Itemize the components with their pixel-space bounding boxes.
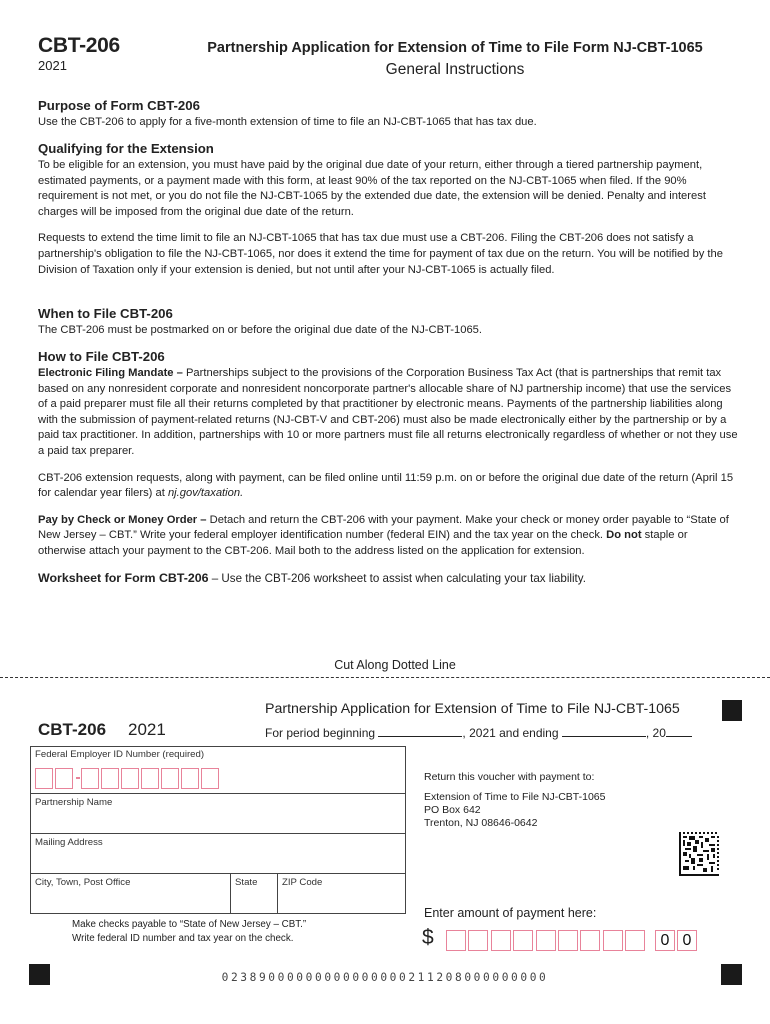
dollar-sign: $	[422, 926, 434, 949]
voucher-title: Partnership Application for Extension of Time to File NJ-CBT-1065	[265, 701, 680, 717]
cut-label: Cut Along Dotted Line	[334, 658, 456, 672]
name-input[interactable]	[31, 794, 405, 834]
period-year-field[interactable]	[666, 727, 692, 737]
ein-digit-box[interactable]	[55, 768, 73, 789]
return-line-2: PO Box 642	[424, 804, 481, 816]
period-begin-field[interactable]	[378, 727, 462, 737]
amount-digit-box[interactable]	[446, 930, 466, 951]
online-text: CBT-206 extension requests, along with payment, can be filed online until 11:59 p.m. on or before the original due date of the return (April 15 for calendar year filers) at	[38, 471, 734, 500]
section-how	[38, 349, 738, 586]
check-text: Detach and return the CBT-206 with your payment. Make your check or money order payable to “State of New Jersey – CBT.” Write your federal employer identification number (federal EIN) and the tax year on the check.	[38, 513, 729, 542]
section-heading: Qualifying for the Extension	[38, 141, 214, 156]
section-heading: Purpose of Form CBT-206	[38, 98, 200, 113]
amount-digit-box[interactable]	[625, 930, 645, 951]
section-text: To be eligible for an extension, you must have paid by the original due date of your return, either through a tiered partnership payment, estimated payments, or a payment made with this form, at least 90% of the tax reported on the NJ-CBT-1065 when filed. If the 90% requirement is not met, or you do not file the NJ-CBT-1065 by the extended due date, the extension will be denied. Penalty and interest charges will be imposed from the original due date of the return.	[38, 159, 706, 218]
check-paragraph	[38, 513, 738, 560]
amount-digit-box[interactable]	[603, 930, 623, 951]
online-link[interactable]: nj.gov/taxation.	[167, 487, 244, 500]
check-donot: Do not	[606, 529, 642, 542]
check-lead: Pay by Check or Money Order –	[38, 513, 207, 526]
return-line-1: Extension of Time to File NJ-CBT-1065	[424, 791, 606, 803]
cents-digit: 0	[677, 930, 697, 951]
worksheet-lead: Worksheet for Form CBT-206	[38, 570, 209, 585]
checks-note-line-2: Write federal ID number and tax year on the check.	[72, 933, 294, 944]
form-year: 2021	[38, 58, 67, 73]
payment-label: Enter amount of payment here:	[424, 906, 597, 920]
registration-mark	[722, 700, 742, 721]
efile-text: Partnerships subject to the provisions of the Corporation Business Tax Act (that is partnerships that remit tax based on any nonresident corporate and nonresident noncorporate partner's allocable share of NJ partnership income) that use the services of a paid preparer must file all their returns completed by that practitioner by electronic means. Payments of the partnership liabilities along with the submission of payment-related returns (NJ-CBT-V and CBT-206) must also be made electronically either by the partnership or by a paid tax practitioner. In addition, partnerships with 10 or more partners must file all returns electronically regardless of whether or not they use a paid tax preparer.	[38, 367, 738, 457]
city-label: City, Town, Post Office	[35, 877, 131, 888]
state-box[interactable]	[231, 874, 278, 913]
ein-digit-box[interactable]	[81, 768, 99, 789]
ein-digit-box[interactable]	[181, 768, 199, 789]
period-mid: , 2021 and ending	[462, 726, 559, 740]
worksheet-paragraph	[38, 571, 738, 587]
ein-dash	[76, 777, 80, 779]
section-heading: How to File CBT-206	[38, 349, 165, 364]
efile-lead: Electronic Filing Mandate –	[38, 367, 183, 379]
online-paragraph	[38, 471, 738, 502]
worksheet-text: – Use the CBT-206 worksheet to assist when calculating your tax liability.	[208, 571, 586, 585]
section-heading: When to File CBT-206	[38, 306, 173, 321]
period-end-field[interactable]	[562, 727, 646, 737]
cents-digit: 0	[655, 930, 675, 951]
checks-note	[72, 918, 306, 946]
ein-label: Federal Employer ID Number (required)	[35, 749, 205, 760]
checks-note-line-1: Make checks payable to “State of New Jersey – CBT.”	[72, 919, 307, 930]
period-line	[265, 726, 715, 740]
zip-box[interactable]	[278, 874, 405, 913]
city-box[interactable]	[31, 874, 231, 913]
efile-paragraph	[38, 366, 738, 460]
amount-digit-box[interactable]	[536, 930, 556, 951]
section-when	[38, 306, 738, 339]
ein-digit-box[interactable]	[161, 768, 179, 789]
page-subtitle: General Instructions	[385, 61, 525, 78]
return-heading: Return this voucher with payment to:	[424, 771, 595, 783]
payment-amount-input[interactable]	[446, 930, 648, 951]
form-id: CBT-206	[38, 34, 120, 57]
address-label: Mailing Address	[35, 837, 103, 848]
name-label: Partnership Name	[35, 797, 113, 808]
voucher-year: 2021	[128, 720, 166, 739]
ein-digit-box[interactable]	[201, 768, 219, 789]
zip-label: ZIP Code	[282, 877, 323, 888]
section-text: Use the CBT-206 to apply for a five-month extension of time to file an NJ-CBT-1065 that has tax due.	[38, 116, 537, 128]
amount-digit-box[interactable]	[491, 930, 511, 951]
ein-digit-box[interactable]	[121, 768, 139, 789]
period-prefix: For period beginning	[265, 726, 376, 740]
state-label: State	[235, 877, 258, 888]
amount-digit-box[interactable]	[513, 930, 533, 951]
voucher-form-id: CBT-206	[38, 720, 107, 739]
cut-line	[0, 677, 770, 678]
scanline-number: 02389000000000000000211208000000000	[221, 971, 549, 984]
period-suffix: , 20	[645, 726, 666, 740]
section-text: Requests to extend the time limit to file an NJ-CBT-1065 that has tax due must use a CBT-206. Filing the CBT-206 does not satisfy a partnership's obligation to file the NJ-CBT-1065, nor does it extend the time for payment of tax due on the return. You will be notified by the Division of Taxation only if your extension is denied, but not until after your NJ-CBT-1065 is actually filed.	[38, 232, 723, 276]
section-qualifying	[38, 141, 738, 278]
section-text: The CBT-206 must be postmarked on or before the original due date of the NJ-CBT-1065.	[38, 324, 483, 336]
amount-digit-box[interactable]	[468, 930, 488, 951]
page-title: Partnership Application for Extension of Time to File Form NJ-CBT-1065	[207, 40, 703, 56]
check-text: staple or otherwise attach your payment to the CBT-206. Mail both to the address listed on the application for extension.	[38, 529, 688, 557]
amount-digit-box[interactable]	[580, 930, 600, 951]
ein-digit-box[interactable]	[101, 768, 119, 789]
section-purpose	[38, 98, 738, 131]
amount-digit-box[interactable]	[558, 930, 578, 951]
ein-digit-box[interactable]	[141, 768, 159, 789]
ein-input[interactable]	[35, 767, 221, 789]
return-line-3: Trenton, NJ 08646-0642	[424, 817, 538, 829]
cents-boxes	[655, 930, 699, 951]
datamatrix-barcode-icon	[679, 832, 719, 876]
address-input[interactable]	[31, 834, 405, 874]
ein-digit-box[interactable]	[35, 768, 53, 789]
